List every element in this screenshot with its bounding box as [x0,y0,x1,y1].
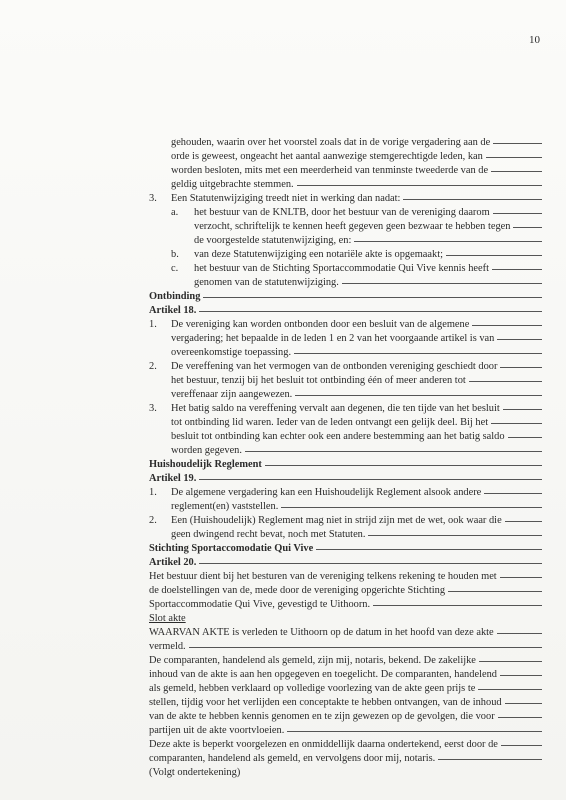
text-line: partijen uit de akte voortvloeien. [149,724,542,738]
text-line: Deze akte is beperkt voorgelezen en onmiddellijk daarna ondertekend, eerst door de [149,738,542,752]
text-line: inhoud van de akte is aan hen opgegeven en toegelicht. De comparanten, handelend [149,668,542,682]
text-line: vermeld. [149,640,542,654]
text-line: WAARVAN AKTE is verleden te Uithoorn op de datum in het hoofd van deze akte [149,626,542,640]
text-line: Het bestuur dient bij het besturen van de vereniging telkens rekening te houden met [149,570,542,584]
article-heading: Artikel 19. [149,472,542,486]
article-heading: Artikel 20. [149,556,542,570]
text-line: tot ontbinding lid waren. Ieder van de leden ontvangt een gelijk deel. Bij het [171,416,542,430]
text-line: het bestuur van de Stichting Sportaccommodatie Qui Vive kennis heeft [194,262,542,276]
list-number: 3. [149,193,157,204]
text-line: worden besloten, mits met een meerderheid van tenminste tweederde van de [171,164,542,178]
text-line: besluit tot ontbinding kan echter ook een andere bestemming aan het batig saldo [171,430,542,444]
text-line: van de akte te hebben kennis genomen en te zijn gewezen op de gevolgen, die voor [149,710,542,724]
list-letter: b. [171,249,179,260]
text-line: De algemene vergadering kan een Huishoudelijk Reglement alsook andere [171,486,542,500]
text-line: De vereffening van het vermogen van de ontbonden vereniging geschiedt door [171,360,542,374]
text-line: het bestuur, tenzij bij het besluit tot ontbinding één of meer anderen tot [171,374,542,388]
text-line: De vereniging kan worden ontbonden door een besluit van de algemene [171,318,542,332]
list-letter: c. [171,263,179,274]
text-line: De comparanten, handelend als gemeld, zijn mij, notaris, bekend. De zakelijke [149,654,542,668]
page-number: 10 [529,34,540,46]
list-number: 3. [149,403,157,414]
section-heading: Ontbinding [149,290,542,304]
list-letter: a. [171,207,179,218]
section-heading: Stichting Sportaccomodatie Qui Vive [149,542,542,556]
text-line: Een (Huishoudelijk) Reglement mag niet in strijd zijn met de wet, ook waar die [171,514,542,528]
text-line: Sportaccommodatie Qui Vive, gevestigd te Uithoorn. [149,598,542,612]
text-line: worden gegeven. [171,444,542,458]
text-line: stellen, tijdig voor het verlijden een conceptakte te hebben ontvangen, van de inhoud [149,696,542,710]
text-line: comparanten, handelend als gemeld, en vervolgens door mij, notaris. [149,752,542,766]
text-line: geen dwingend recht bevat, noch met Statuten. [171,528,542,542]
list-number: 2. [149,515,157,526]
list-number: 2. [149,361,157,372]
text-line: het bestuur van de KNLTB, door het bestuur van de vereniging daarom [194,206,542,220]
text-line: vergadering; het bepaalde in de leden 1 en 2 van het voorgaande artikel is van [171,332,542,346]
text-line: orde is geweest, ongeacht het aantal aanwezige stemgerechtigde leden, kan [171,150,542,164]
article-heading: Artikel 18. [149,304,542,318]
text-line: overeenkomstige toepassing. [171,346,542,360]
text-line: van deze Statutenwijziging een notariële akte is opgemaakt; [194,248,542,262]
list-number: 1. [149,319,157,330]
text-line: verzocht, schriftelijk te kennen heeft gegeven geen bezwaar te hebben tegen [194,220,542,234]
list-number: 1. [149,487,157,498]
text-line: geldig uitgebrachte stemmen. [171,178,542,192]
text-line: vereffenaar zijn aangewezen. [171,388,542,402]
text-line: (Volgt ondertekening) [149,767,241,778]
text-line: reglement(en) vaststellen. [171,500,542,514]
text-line: genomen van de statutenwijziging. [194,276,542,290]
closing-heading: Slot akte [149,613,186,624]
text-line: gehouden, waarin over het voorstel zoals dat in de vorige vergadering aan de [171,136,542,150]
section-heading: Huishoudelijk Reglement [149,458,542,472]
text-line: Het batig saldo na vereffening vervalt aan degenen, die ten tijde van het besluit [171,402,542,416]
text-line: de voorgestelde statutenwijziging, en: [194,234,542,248]
text-line: Een Statutenwijziging treedt niet in werking dan nadat: [171,192,542,206]
text-line: de doelstellingen van de, mede door de vereniging opgerichte Stichting [149,584,542,598]
text-line: als gemeld, hebben verklaard op volledige voorlezing van de akte geen prijs te [149,682,542,696]
